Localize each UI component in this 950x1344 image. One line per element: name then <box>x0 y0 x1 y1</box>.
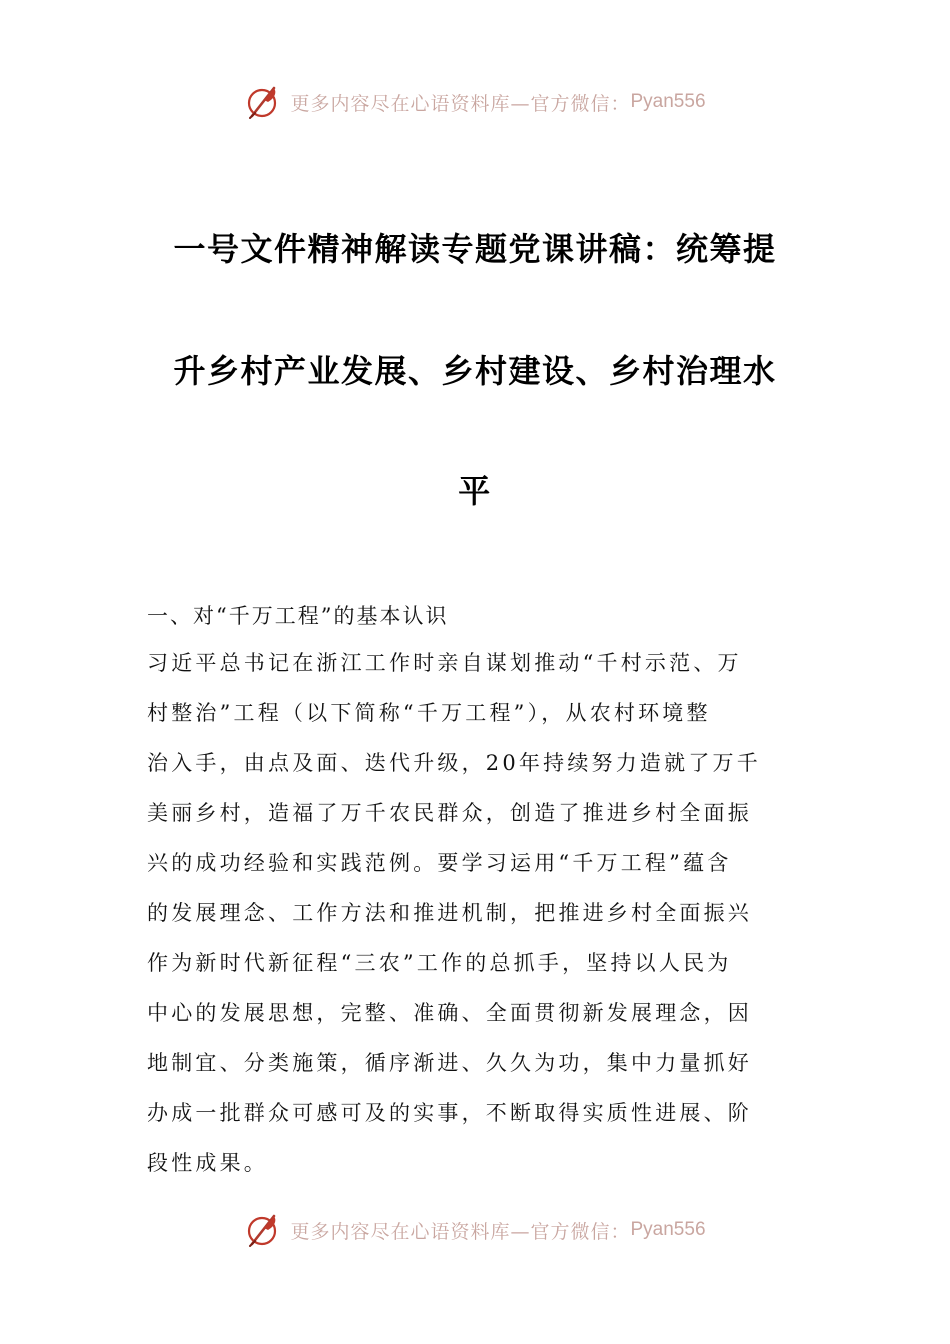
paragraph-line: 地制宜、分类施策，循序渐进、久久为功，集中力量抓好 <box>147 1051 752 1075</box>
watermark-site-text: 更多内容尽在心语资料库—官方微信： <box>290 92 631 115</box>
document-title-line-1: 一号文件精神解读专题党课讲稿：统筹提 <box>173 230 777 268</box>
paragraph-line: 作为新时代新征程“三农”工作的总抓手，坚持以人民为 <box>147 951 732 975</box>
watermark-wechat-id: Pyan556 <box>630 1219 706 1240</box>
document-title-line-3: 平 <box>458 472 492 510</box>
paragraph-line: 中心的发展思想，完整、准确、全面贯彻新发展理念，因 <box>147 1001 752 1025</box>
paragraph-line: 习近平总书记在浙江工作时亲自谋划推动“千村示范、万 <box>147 651 742 675</box>
footer-watermark <box>0 1208 950 1252</box>
paragraph-line: 兴的成功经验和实践范例。要学习运用“千万工程”蕴含 <box>147 851 732 875</box>
watermark-wechat-id: Pyan556 <box>630 91 706 112</box>
paragraph-line: 办成一批群众可感可及的实事，不断取得实质性进展、阶 <box>147 1101 752 1125</box>
quill-pen-icon <box>244 82 284 122</box>
paragraph-line: 段性成果。 <box>147 1151 268 1175</box>
quill-pen-icon <box>244 1210 284 1250</box>
section-heading: 一、对“千万工程”的基本认识 <box>147 604 449 628</box>
watermark-site-text: 更多内容尽在心语资料库—官方微信： <box>290 1220 631 1243</box>
document-title-line-2: 升乡村产业发展、乡村建设、乡村治理水 <box>173 352 777 390</box>
paragraph-line: 的发展理念、工作方法和推进机制，把推进乡村全面振兴 <box>147 901 752 925</box>
paragraph-line: 村整治”工程（以下简称“千万工程”），从农村环境整 <box>147 701 711 725</box>
paragraph-line: 美丽乡村，造福了万千农民群众，创造了推进乡村全面振 <box>147 801 752 825</box>
paragraph-line: 治入手，由点及面、迭代升级，20年持续努力造就了万千 <box>147 751 761 775</box>
header-watermark <box>0 80 950 124</box>
